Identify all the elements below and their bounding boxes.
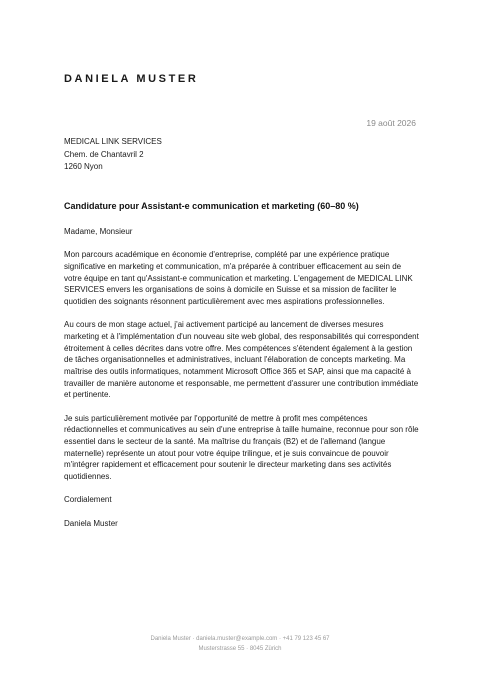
letter-date: 19 août 2026 <box>366 118 416 128</box>
footer-address-line: Musterstrasse 55 · 8045 Zürich <box>198 645 282 652</box>
recipient-city: 1260 Nyon <box>64 162 103 171</box>
recipient-address <box>64 136 162 174</box>
sender-name: DANIELA MUSTER <box>64 73 199 85</box>
body-paragraph: Je suis particulièrement motivée par l'opportunité de mettre à profit mes compétences rédactionnelles et communicatives au sein d'une entreprise à taille humaine, reconnue pour son rôle essentiel dans le secteur de la santé. Ma maîtrise du français (B2) et de l'allemand (langue maternelle) représente un atout pour votre équipe trilingue, et je suis convaincue de pouvoir m'intégrer rapidement et efficacement pour soutenir le directeur marketing dans ses activités quotidiennes. <box>64 413 419 482</box>
recipient-company: MEDICAL LINK SERVICES <box>64 137 162 146</box>
letter-subject: Candidature pour Assistant-e communication et marketing (60–80 %) <box>64 201 359 211</box>
salutation: Madame, Monsieur <box>64 227 133 236</box>
closing: Cordialement <box>64 495 112 505</box>
letter-footer <box>0 635 480 654</box>
signature: Daniela Muster <box>64 518 118 528</box>
letter-body <box>64 226 420 541</box>
recipient-street: Chem. de Chantavril 2 <box>64 149 144 159</box>
body-paragraph: Au cours de mon stage actuel, j'ai activement participé au lancement de diverses mesures marketing et à l'implémentation d'un nouveau site web global, des responsabilités qui correspondent étroitement à celles décrites dans votre offre. Mes compétences s'étendent également à la gestion de tâches organisationnelles et administratives, incluant l'élaboration de concepts marketing. Ma maîtrise des outils informatiques, notamment Microsoft Office 365 et SAP, ainsi que ma capacité à travailler de manière autonome et responsable, me permettent d'assurer une contribution immédiate et pertinente. <box>64 320 419 400</box>
footer-contact-line: Daniela Muster · daniela.muster@example.com · +41 79 123 45 67 <box>150 636 330 642</box>
body-paragraph: Mon parcours académique en économie d'entreprise, complété par une expérience pratique significative en marketing et communication, m'a préparée à contribuer efficacement au sein de votre équipe en tant qu'Assistant-e communication et marketing. L'engagement de MEDICAL LINK SERVICES envers les organisations de soins à domicile en Suisse et sa mission de faciliter le quotidien des soignants résonnent particulièrement avec mes aspirations professionnelles. <box>64 250 413 307</box>
